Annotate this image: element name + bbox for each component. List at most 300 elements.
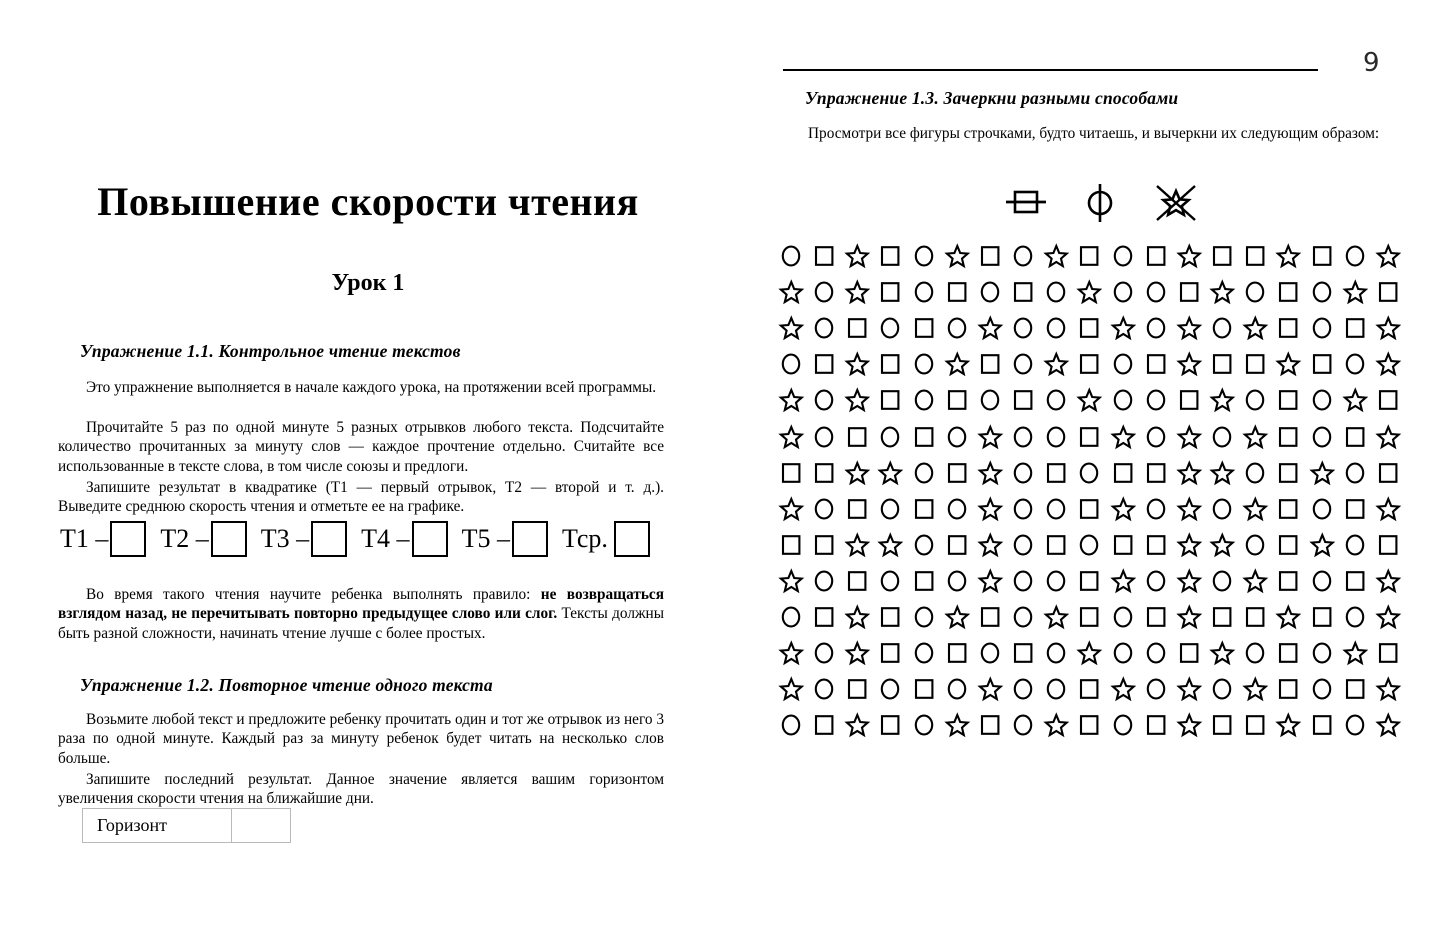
circle-shape[interactable] <box>1342 602 1375 632</box>
circle-shape[interactable] <box>1143 566 1176 596</box>
exercise-1-1-paragraph-4 <box>58 585 664 643</box>
circle-shape[interactable] <box>1010 566 1043 596</box>
star-shape[interactable] <box>1043 710 1076 740</box>
square-shape[interactable] <box>1143 458 1176 488</box>
square-shape[interactable] <box>877 277 910 307</box>
star-shape[interactable] <box>844 602 877 632</box>
square-shape[interactable] <box>1010 638 1043 668</box>
circle-shape[interactable] <box>1110 710 1143 740</box>
square-shape[interactable] <box>944 530 977 560</box>
star-shape[interactable] <box>1176 602 1209 632</box>
square-shape[interactable] <box>811 349 844 379</box>
circle-shape[interactable] <box>1309 494 1342 524</box>
square-shape[interactable] <box>1176 638 1209 668</box>
star-shape[interactable] <box>1375 422 1408 452</box>
star-shape[interactable] <box>1375 710 1408 740</box>
reading-result-input-average[interactable] <box>614 521 650 557</box>
star-shape[interactable] <box>1242 494 1275 524</box>
reading-result-group-t1 <box>60 521 160 557</box>
circle-shape[interactable] <box>811 385 844 415</box>
circle-shape[interactable] <box>911 710 944 740</box>
square-shape[interactable] <box>1209 710 1242 740</box>
square-shape[interactable] <box>844 422 877 452</box>
circle-shape[interactable] <box>1143 422 1176 452</box>
circle-shape[interactable] <box>1110 349 1143 379</box>
square-shape[interactable] <box>1275 313 1308 343</box>
circle-shape[interactable] <box>1043 566 1076 596</box>
square-shape[interactable] <box>1076 241 1109 271</box>
exercise-1-1-paragraph-4-text-after: Тексты должны быть разной сложности, начинать чтение лучше с более простых. <box>58 605 664 642</box>
star-shape[interactable] <box>1176 530 1209 560</box>
circle-shape[interactable] <box>944 313 977 343</box>
square-shape[interactable] <box>877 602 910 632</box>
table-row <box>83 809 291 843</box>
star-shape[interactable] <box>1209 385 1242 415</box>
star-shape[interactable] <box>1209 277 1242 307</box>
square-shape[interactable] <box>977 602 1010 632</box>
square-shape[interactable] <box>844 494 877 524</box>
square-shape[interactable] <box>1010 385 1043 415</box>
circle-shape[interactable] <box>1143 674 1176 704</box>
circle-shape[interactable] <box>1110 602 1143 632</box>
reading-result-label-t5: Т5 – <box>461 524 510 553</box>
circle-shape[interactable] <box>1043 277 1076 307</box>
star-shape[interactable] <box>778 385 811 415</box>
horizon-value-cell[interactable] <box>232 809 291 843</box>
square-shape[interactable] <box>1275 494 1308 524</box>
circle-shape[interactable] <box>811 494 844 524</box>
square-shape[interactable] <box>1110 530 1143 560</box>
star-shape[interactable] <box>1275 349 1308 379</box>
star-shape[interactable] <box>944 241 977 271</box>
square-shape[interactable] <box>1342 674 1375 704</box>
square-shape[interactable] <box>1209 349 1242 379</box>
circle-shape[interactable] <box>944 422 977 452</box>
circle-shape[interactable] <box>1342 349 1375 379</box>
square-shape[interactable] <box>877 385 910 415</box>
star-shape[interactable] <box>1342 638 1375 668</box>
star-shape[interactable] <box>1275 602 1308 632</box>
circle-shape[interactable] <box>1242 385 1275 415</box>
star-shape[interactable] <box>1342 277 1375 307</box>
star-shape[interactable] <box>1342 385 1375 415</box>
square-shape[interactable] <box>1143 349 1176 379</box>
circle-shape[interactable] <box>911 638 944 668</box>
square-shape[interactable] <box>778 458 811 488</box>
square-shape[interactable] <box>1375 458 1408 488</box>
circle-shape[interactable] <box>1043 674 1076 704</box>
circle-shape[interactable] <box>1309 422 1342 452</box>
star-shape[interactable] <box>944 602 977 632</box>
circle-shape[interactable] <box>1209 674 1242 704</box>
circle-shape[interactable] <box>1076 530 1109 560</box>
circle-shape[interactable] <box>877 674 910 704</box>
square-shape[interactable] <box>1010 277 1043 307</box>
square-shape[interactable] <box>1275 458 1308 488</box>
square-shape[interactable] <box>1275 530 1308 560</box>
circle-shape[interactable] <box>911 385 944 415</box>
circle-shape[interactable] <box>911 277 944 307</box>
star-shape[interactable] <box>844 710 877 740</box>
circle-shape[interactable] <box>1010 494 1043 524</box>
square-shape[interactable] <box>1176 385 1209 415</box>
star-shape[interactable] <box>844 385 877 415</box>
circle-shape[interactable] <box>1010 349 1043 379</box>
square-shape[interactable] <box>1076 313 1109 343</box>
square-shape[interactable] <box>1275 277 1308 307</box>
square-shape[interactable] <box>1309 710 1342 740</box>
circle-shape[interactable] <box>811 422 844 452</box>
square-shape[interactable] <box>811 241 844 271</box>
circle-shape[interactable] <box>877 313 910 343</box>
square-shape[interactable] <box>1043 458 1076 488</box>
square-shape[interactable] <box>1275 385 1308 415</box>
star-shape[interactable] <box>1375 566 1408 596</box>
star-shape[interactable] <box>844 530 877 560</box>
circle-shape[interactable] <box>911 241 944 271</box>
star-shape[interactable] <box>1110 422 1143 452</box>
star-shape[interactable] <box>1110 494 1143 524</box>
star-shape[interactable] <box>778 674 811 704</box>
square-shape[interactable] <box>944 385 977 415</box>
circle-shape[interactable] <box>1143 638 1176 668</box>
square-shape[interactable] <box>977 241 1010 271</box>
square-shape[interactable] <box>877 638 910 668</box>
square-shape[interactable] <box>1076 494 1109 524</box>
star-shape[interactable] <box>1176 458 1209 488</box>
square-shape[interactable] <box>911 566 944 596</box>
square-shape[interactable] <box>811 458 844 488</box>
star-shape[interactable] <box>844 277 877 307</box>
circle-shape[interactable] <box>778 602 811 632</box>
circle-shape[interactable] <box>911 458 944 488</box>
square-shape[interactable] <box>1342 566 1375 596</box>
star-shape[interactable] <box>778 638 811 668</box>
square-shape[interactable] <box>1309 349 1342 379</box>
star-shape[interactable] <box>1242 674 1275 704</box>
square-shape[interactable] <box>1342 494 1375 524</box>
star-shape[interactable] <box>1176 349 1209 379</box>
strike-legend <box>1003 178 1197 228</box>
reading-result-input-t5[interactable] <box>512 521 548 557</box>
star-shape[interactable] <box>1176 674 1209 704</box>
star-shape[interactable] <box>1375 349 1408 379</box>
circle-shape[interactable] <box>1010 674 1043 704</box>
star-shape[interactable] <box>778 313 811 343</box>
reading-result-group-t4 <box>361 521 461 557</box>
square-shape[interactable] <box>911 494 944 524</box>
star-shape[interactable] <box>977 422 1010 452</box>
star-shape[interactable] <box>1076 638 1109 668</box>
star-shape[interactable] <box>1242 566 1275 596</box>
circle-shape[interactable] <box>1242 530 1275 560</box>
star-shape[interactable] <box>1275 241 1308 271</box>
star-shape[interactable] <box>1242 422 1275 452</box>
square-shape[interactable] <box>1275 674 1308 704</box>
reading-result-group-t2 <box>160 521 260 557</box>
star-shape[interactable] <box>977 530 1010 560</box>
star-shape[interactable] <box>844 241 877 271</box>
square-shape[interactable] <box>1143 530 1176 560</box>
circle-shape[interactable] <box>1209 422 1242 452</box>
symbol-grid-row <box>778 382 1408 418</box>
star-cross-strike-icon <box>1151 178 1197 228</box>
square-shape[interactable] <box>1242 349 1275 379</box>
square-shape[interactable] <box>1342 422 1375 452</box>
square-horizontal-strike-icon <box>1003 178 1049 228</box>
square-shape[interactable] <box>1375 530 1408 560</box>
square-shape[interactable] <box>877 710 910 740</box>
circle-shape[interactable] <box>1342 710 1375 740</box>
square-shape[interactable] <box>1143 710 1176 740</box>
square-shape[interactable] <box>1076 710 1109 740</box>
star-shape[interactable] <box>1176 566 1209 596</box>
circle-shape[interactable] <box>944 494 977 524</box>
square-shape[interactable] <box>1176 277 1209 307</box>
circle-shape[interactable] <box>977 385 1010 415</box>
star-shape[interactable] <box>844 638 877 668</box>
star-shape[interactable] <box>944 349 977 379</box>
square-shape[interactable] <box>1275 566 1308 596</box>
star-shape[interactable] <box>1110 313 1143 343</box>
circle-shape[interactable] <box>1309 277 1342 307</box>
square-shape[interactable] <box>844 313 877 343</box>
square-shape[interactable] <box>1342 313 1375 343</box>
square-shape[interactable] <box>1076 422 1109 452</box>
star-shape[interactable] <box>1176 422 1209 452</box>
square-shape[interactable] <box>1309 241 1342 271</box>
exercise-1-1-paragraph-4-text-before: Во время такого чтения научите ребенка выполнять правило: <box>86 586 541 603</box>
square-shape[interactable] <box>1242 241 1275 271</box>
square-shape[interactable] <box>944 458 977 488</box>
star-shape[interactable] <box>1209 530 1242 560</box>
circle-shape[interactable] <box>1043 422 1076 452</box>
square-shape[interactable] <box>877 241 910 271</box>
square-shape[interactable] <box>1043 530 1076 560</box>
square-shape[interactable] <box>1143 241 1176 271</box>
circle-shape[interactable] <box>1342 458 1375 488</box>
circle-shape[interactable] <box>811 313 844 343</box>
circle-shape[interactable] <box>1010 422 1043 452</box>
square-shape[interactable] <box>1375 277 1408 307</box>
circle-shape[interactable] <box>1342 241 1375 271</box>
circle-shape[interactable] <box>1309 385 1342 415</box>
star-shape[interactable] <box>877 458 910 488</box>
circle-shape[interactable] <box>911 530 944 560</box>
reading-result-group-average <box>562 521 650 557</box>
circle-shape[interactable] <box>1010 458 1043 488</box>
circle-shape[interactable] <box>911 602 944 632</box>
star-shape[interactable] <box>1209 458 1242 488</box>
circle-shape[interactable] <box>1010 602 1043 632</box>
star-shape[interactable] <box>1242 313 1275 343</box>
square-shape[interactable] <box>1242 602 1275 632</box>
circle-shape[interactable] <box>977 638 1010 668</box>
right-page <box>775 0 1415 939</box>
circle-shape[interactable] <box>1143 313 1176 343</box>
star-shape[interactable] <box>1209 638 1242 668</box>
circle-shape[interactable] <box>877 422 910 452</box>
star-shape[interactable] <box>1076 385 1109 415</box>
star-shape[interactable] <box>1176 241 1209 271</box>
star-shape[interactable] <box>778 277 811 307</box>
circle-shape[interactable] <box>1242 638 1275 668</box>
star-shape[interactable] <box>1275 710 1308 740</box>
star-shape[interactable] <box>1309 530 1342 560</box>
star-shape[interactable] <box>1110 566 1143 596</box>
circle-shape[interactable] <box>1076 458 1109 488</box>
square-shape[interactable] <box>1076 566 1109 596</box>
square-shape[interactable] <box>944 638 977 668</box>
star-shape[interactable] <box>1375 602 1408 632</box>
square-shape[interactable] <box>911 674 944 704</box>
reading-result-input-t1[interactable] <box>110 521 146 557</box>
square-shape[interactable] <box>911 422 944 452</box>
symbol-grid-row <box>778 346 1408 382</box>
symbol-grid-row <box>778 635 1408 671</box>
square-shape[interactable] <box>1143 602 1176 632</box>
star-shape[interactable] <box>844 349 877 379</box>
square-shape[interactable] <box>778 530 811 560</box>
horizon-label-cell: Горизонт <box>83 809 232 843</box>
circle-shape[interactable] <box>778 349 811 379</box>
circle-shape[interactable] <box>1143 494 1176 524</box>
circle-shape[interactable] <box>1309 566 1342 596</box>
circle-shape[interactable] <box>1209 566 1242 596</box>
circle-shape[interactable] <box>811 674 844 704</box>
circle-shape[interactable] <box>1143 385 1176 415</box>
circle-shape[interactable] <box>1110 638 1143 668</box>
star-shape[interactable] <box>1309 458 1342 488</box>
circle-shape[interactable] <box>1110 241 1143 271</box>
lesson-title: Урок 1 <box>331 270 405 296</box>
circle-shape[interactable] <box>778 710 811 740</box>
square-shape[interactable] <box>1076 349 1109 379</box>
star-shape[interactable] <box>1043 241 1076 271</box>
circle-shape[interactable] <box>1143 277 1176 307</box>
circle-shape[interactable] <box>811 638 844 668</box>
circle-shape[interactable] <box>944 674 977 704</box>
star-shape[interactable] <box>1176 710 1209 740</box>
circle-shape[interactable] <box>1043 638 1076 668</box>
square-shape[interactable] <box>1076 674 1109 704</box>
square-shape[interactable] <box>977 710 1010 740</box>
square-shape[interactable] <box>1242 710 1275 740</box>
star-shape[interactable] <box>977 566 1010 596</box>
square-shape[interactable] <box>1209 602 1242 632</box>
circle-shape[interactable] <box>1010 241 1043 271</box>
square-shape[interactable] <box>944 277 977 307</box>
square-shape[interactable] <box>844 566 877 596</box>
circle-shape[interactable] <box>1010 710 1043 740</box>
reading-result-input-t3[interactable] <box>311 521 347 557</box>
circle-shape[interactable] <box>911 349 944 379</box>
symbol-grid-row <box>778 274 1408 310</box>
circle-shape[interactable] <box>1043 313 1076 343</box>
circle-shape[interactable] <box>1043 385 1076 415</box>
star-shape[interactable] <box>778 422 811 452</box>
exercise-1-2-paragraph-2: Запишите последний результат. Данное значение является вашим горизонтом увеличения скорости чтения на ближайшие дни. <box>58 771 664 808</box>
circle-shape[interactable] <box>1309 638 1342 668</box>
circle-shape[interactable] <box>1110 277 1143 307</box>
exercise-1-1-paragraph-4-rule-bold: не возвращаться взглядом назад, не перечитывать повторно предыдущее слово или слог. <box>58 586 664 623</box>
reading-result-input-t4[interactable] <box>412 521 448 557</box>
square-shape[interactable] <box>1076 602 1109 632</box>
star-shape[interactable] <box>844 458 877 488</box>
square-shape[interactable] <box>1275 422 1308 452</box>
circle-shape[interactable] <box>1043 494 1076 524</box>
symbol-grid-row <box>778 527 1408 563</box>
exercise-1-1-paragraph-1: Это упражнение выполняется в начале каждого урока, на протяжении всей программы. <box>86 379 657 396</box>
star-shape[interactable] <box>778 494 811 524</box>
circle-shape[interactable] <box>1010 313 1043 343</box>
star-shape[interactable] <box>778 566 811 596</box>
star-shape[interactable] <box>1375 494 1408 524</box>
circle-shape[interactable] <box>1242 277 1275 307</box>
circle-shape[interactable] <box>1209 494 1242 524</box>
square-shape[interactable] <box>844 674 877 704</box>
star-shape[interactable] <box>1043 349 1076 379</box>
symbol-grid <box>778 238 1408 743</box>
star-shape[interactable] <box>1375 674 1408 704</box>
star-shape[interactable] <box>1110 674 1143 704</box>
star-shape[interactable] <box>977 674 1010 704</box>
circle-shape[interactable] <box>877 566 910 596</box>
circle-shape[interactable] <box>1309 674 1342 704</box>
circle-shape[interactable] <box>1309 313 1342 343</box>
star-shape[interactable] <box>1176 494 1209 524</box>
header-rule <box>783 69 1318 71</box>
square-shape[interactable] <box>911 313 944 343</box>
square-shape[interactable] <box>877 349 910 379</box>
star-shape[interactable] <box>1076 277 1109 307</box>
circle-shape[interactable] <box>944 566 977 596</box>
star-shape[interactable] <box>1176 313 1209 343</box>
square-shape[interactable] <box>1375 385 1408 415</box>
reading-result-boxes <box>60 521 650 557</box>
circle-shape[interactable] <box>1209 313 1242 343</box>
circle-shape[interactable] <box>811 277 844 307</box>
square-shape[interactable] <box>1209 241 1242 271</box>
star-shape[interactable] <box>977 494 1010 524</box>
circle-shape[interactable] <box>1110 385 1143 415</box>
star-shape[interactable] <box>1043 602 1076 632</box>
star-shape[interactable] <box>1375 241 1408 271</box>
square-shape[interactable] <box>811 602 844 632</box>
star-shape[interactable] <box>977 458 1010 488</box>
star-shape[interactable] <box>944 710 977 740</box>
circle-shape[interactable] <box>1010 530 1043 560</box>
circle-shape[interactable] <box>1242 458 1275 488</box>
square-shape[interactable] <box>1309 602 1342 632</box>
square-shape[interactable] <box>811 530 844 560</box>
reading-result-input-t2[interactable] <box>211 521 247 557</box>
square-shape[interactable] <box>1375 638 1408 668</box>
circle-shape[interactable] <box>877 494 910 524</box>
star-shape[interactable] <box>877 530 910 560</box>
square-shape[interactable] <box>977 349 1010 379</box>
reading-result-group-t3 <box>261 521 361 557</box>
circle-shape[interactable] <box>977 277 1010 307</box>
square-shape[interactable] <box>811 710 844 740</box>
square-shape[interactable] <box>1275 638 1308 668</box>
circle-shape[interactable] <box>1342 530 1375 560</box>
circle-shape[interactable] <box>778 241 811 271</box>
square-shape[interactable] <box>1110 458 1143 488</box>
star-shape[interactable] <box>1375 313 1408 343</box>
star-shape[interactable] <box>977 313 1010 343</box>
circle-shape[interactable] <box>811 566 844 596</box>
